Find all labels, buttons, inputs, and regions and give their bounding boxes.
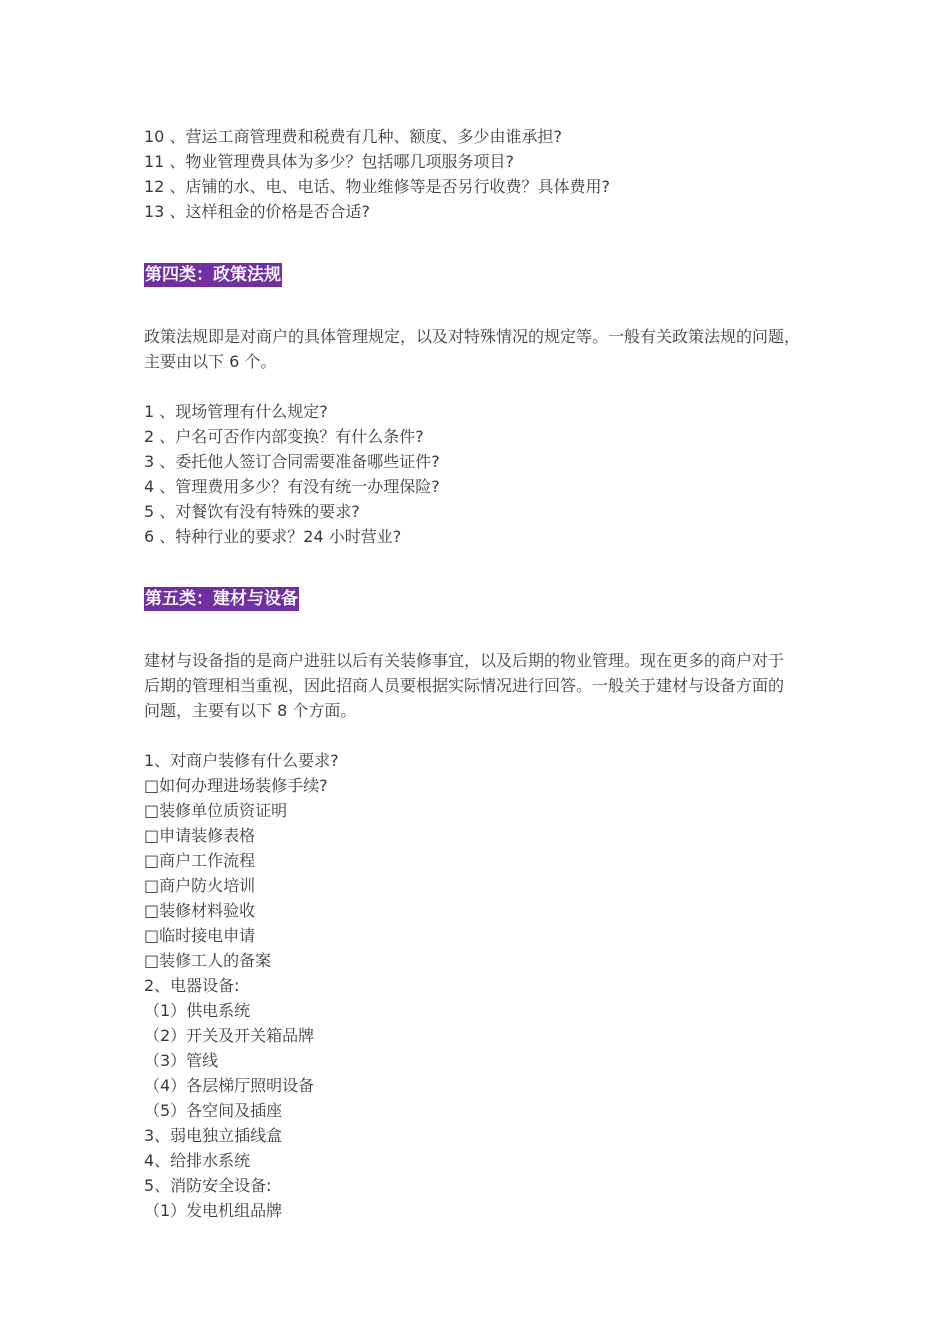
section4-intro	[144, 324, 824, 374]
section4-list	[144, 399, 824, 549]
list-item: 3 、委托他人签订合同需要准备哪些证件?	[144, 452, 440, 471]
list-item: 4、给排水系统	[144, 1151, 251, 1170]
list-item: （1）发电机组品牌	[144, 1201, 283, 1220]
list-item: 11 、物业管理费具体为多少？包括哪几项服务项目?	[144, 152, 514, 171]
section5-list	[144, 748, 824, 1223]
list-item: 2、电器设备:	[144, 976, 240, 995]
list-item: □商户防火培训	[144, 876, 256, 895]
list-item: □如何办理进场装修手续?	[144, 776, 328, 795]
section5-heading-row	[144, 586, 824, 611]
intro-line: 后期的管理相当重视，因此招商人员要根据实际情况进行回答。一般关于建材与设备方面的	[144, 676, 785, 695]
list-item: （4）各层梯厅照明设备	[144, 1076, 315, 1095]
intro-line: 问题，主要有以下 8 个方面。	[144, 701, 357, 720]
list-item: 2 、户名可否作内部变换？有什么条件?	[144, 427, 424, 446]
list-item: □装修工人的备案	[144, 951, 272, 970]
document-page	[144, 124, 824, 1223]
list-item: 1 、现场管理有什么规定?	[144, 402, 328, 421]
list-item: 5、消防安全设备:	[144, 1176, 272, 1195]
section5-intro	[144, 648, 824, 723]
section4-heading-row	[144, 262, 824, 287]
intro-line: 政策法规即是对商户的具体管理规定，以及对特殊情况的规定等。一般有关政策法规的问题，	[144, 327, 801, 346]
list-item: （5）各空间及插座	[144, 1101, 283, 1120]
list-item: □装修单位质资证明	[144, 801, 288, 820]
list-item: 5 、对餐饮有没有特殊的要求?	[144, 502, 360, 521]
section4-heading: 第四类：政策法规	[145, 265, 281, 285]
list-item: 1、对商户装修有什么要求?	[144, 751, 339, 770]
list-item: 6 、特种行业的要求？24 小时营业?	[144, 527, 402, 546]
list-item: 13 、这样租金的价格是否合适?	[144, 202, 370, 221]
section5-heading: 第五类：建材与设备	[145, 589, 298, 609]
list-item: （3）管线	[144, 1051, 219, 1070]
list-item: 12 、店铺的水、电、电话、物业维修等是否另行收费？具体费用?	[144, 177, 610, 196]
intro-line: 主要由以下 6 个。	[144, 352, 277, 371]
list-item: （1）供电系统	[144, 1001, 251, 1020]
list-item: □装修材料验收	[144, 901, 256, 920]
intro-line: 建材与设备指的是商户进驻以后有关装修事宜，以及后期的物业管理。现在更多的商户对于	[144, 651, 785, 670]
section3-list	[144, 124, 824, 224]
list-item: 4 、管理费用多少？有没有统一办理保险?	[144, 477, 440, 496]
list-item: □商户工作流程	[144, 851, 256, 870]
list-item: 3、弱电独立插线盒	[144, 1126, 283, 1145]
list-item: □临时接电申请	[144, 926, 256, 945]
list-item: （2）开关及开关箱品牌	[144, 1026, 315, 1045]
list-item: □申请装修表格	[144, 826, 256, 845]
list-item: 10 、营运工商管理费和税费有几种、额度、多少由谁承担?	[144, 127, 562, 146]
